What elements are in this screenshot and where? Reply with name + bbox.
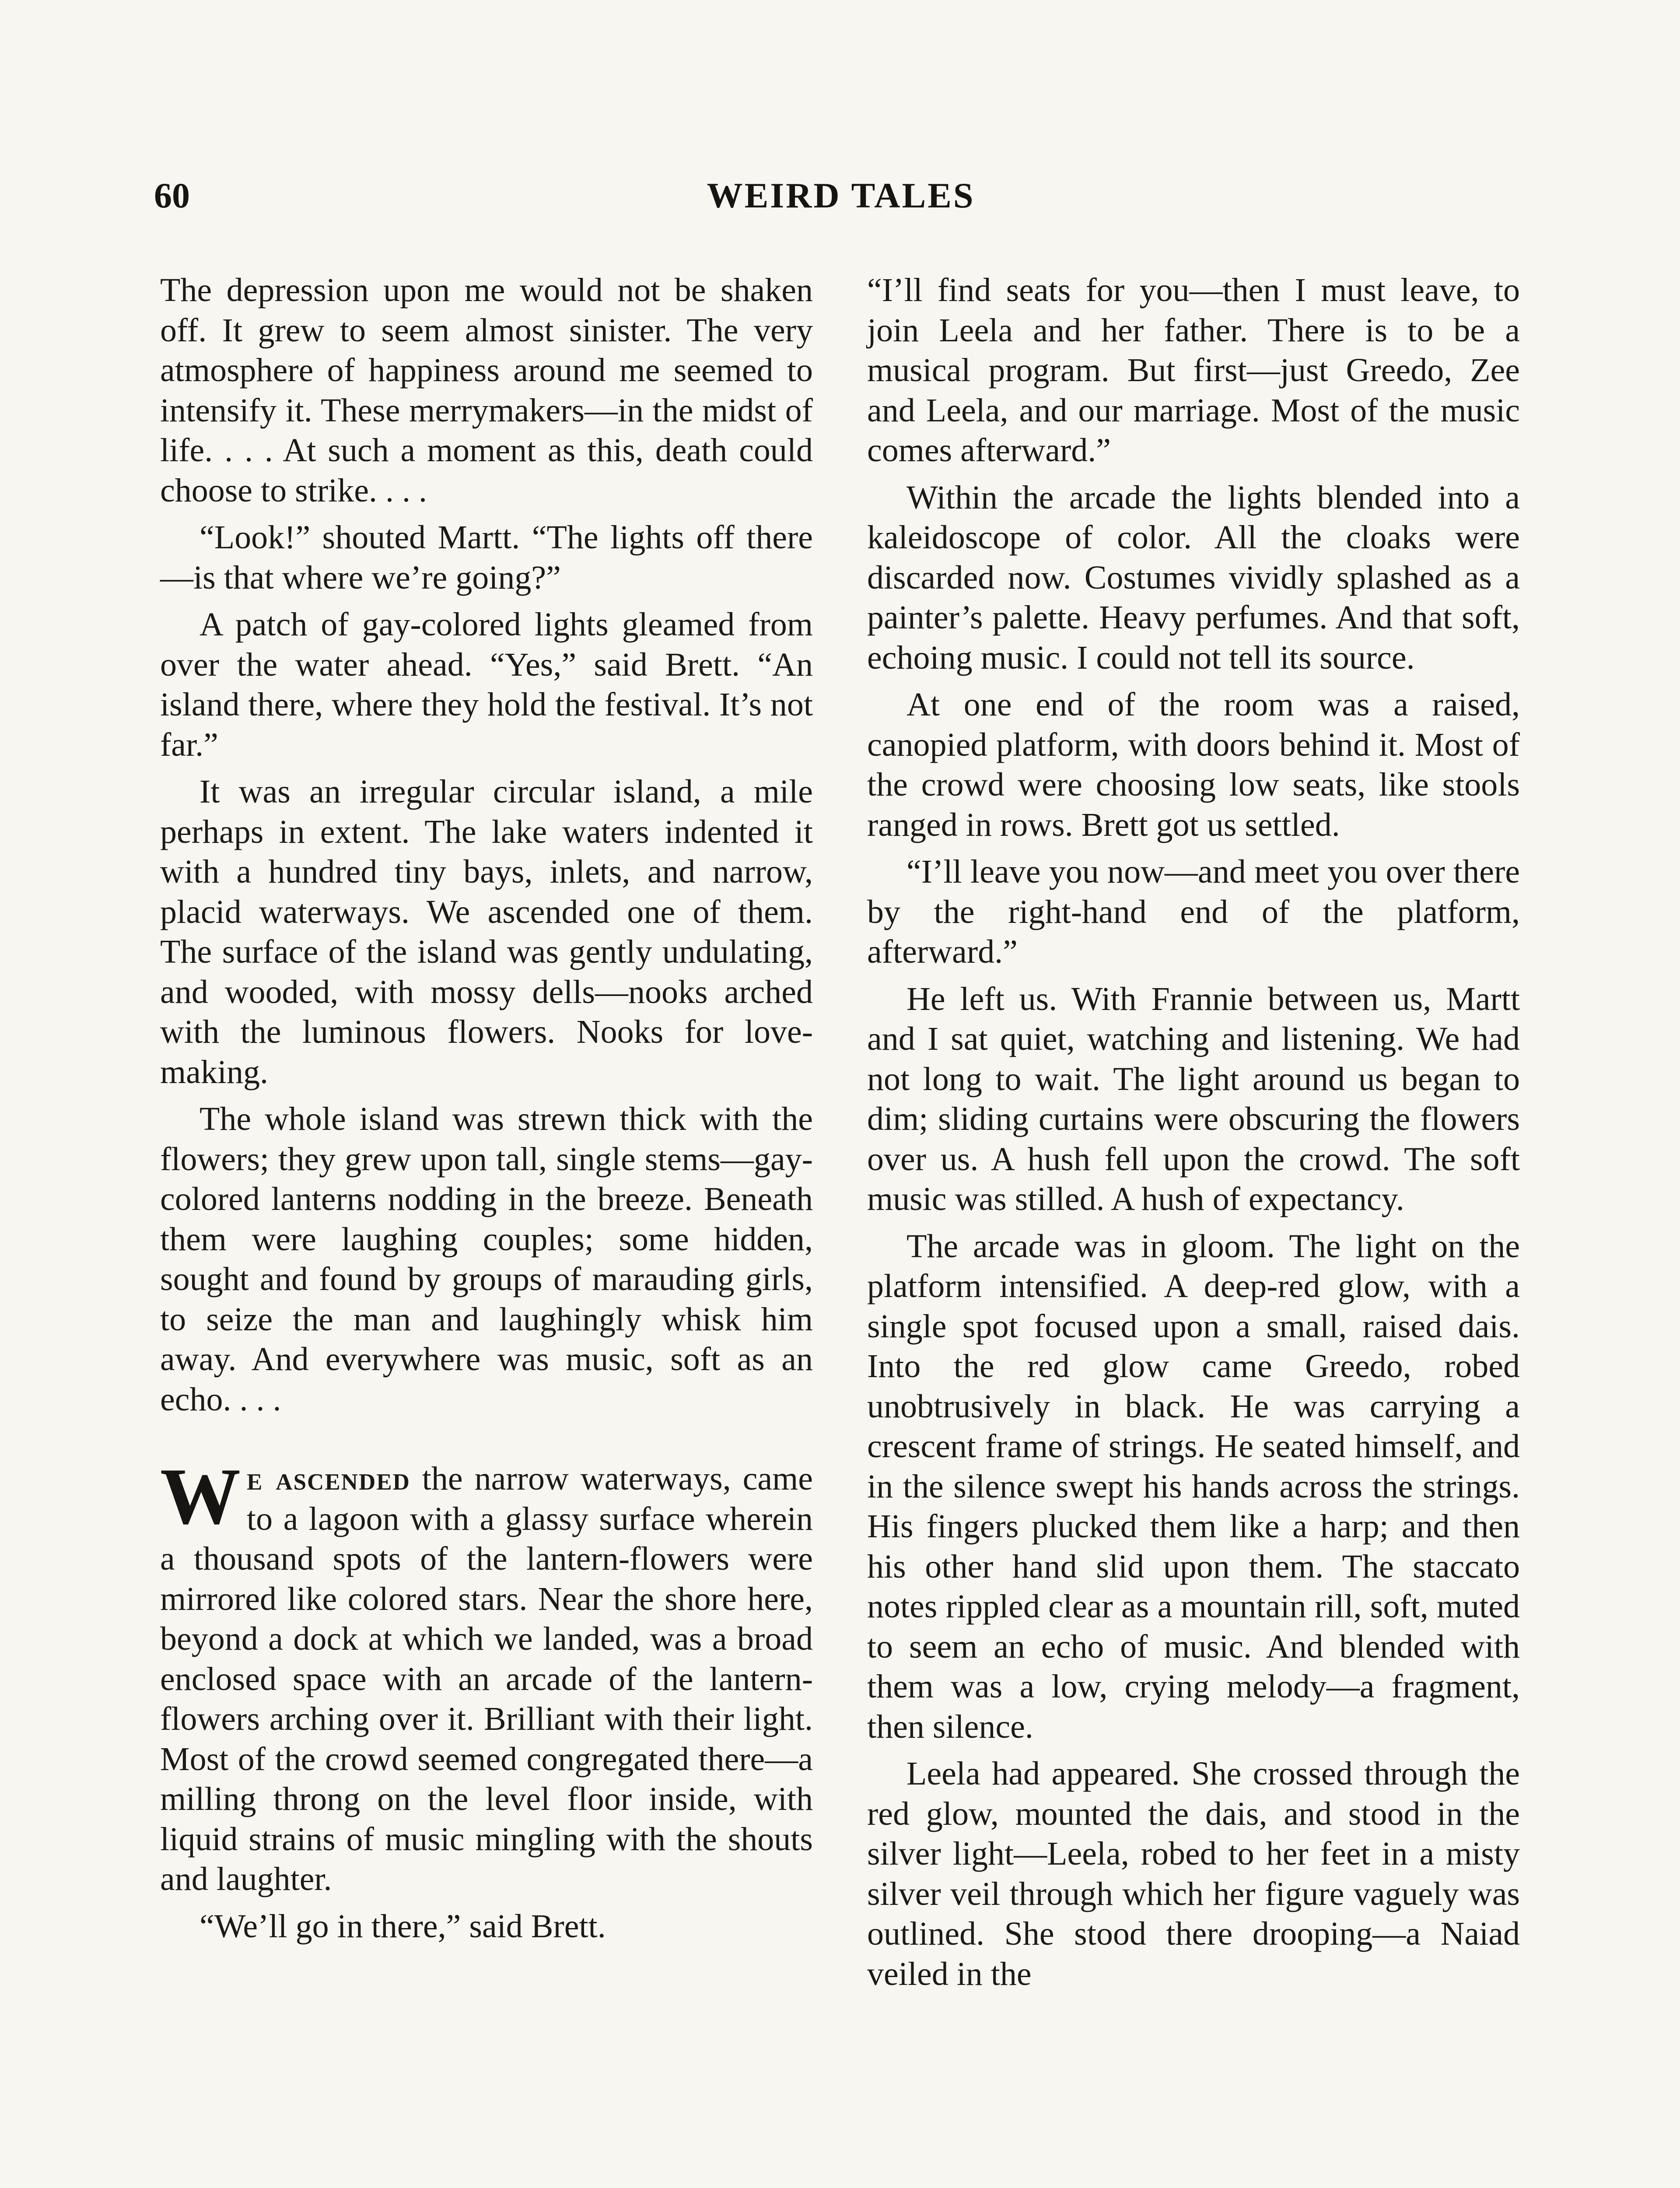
running-title: WEIRD TALES <box>707 175 975 215</box>
paragraph: Within the arcade the lights blended into a kaleidoscope of color. All the cloaks were discarded now. Costumes vividly splashed as a painter’s palette. Heavy perfumes. And that soft, echoing music. I could not tell its source. <box>867 479 1520 676</box>
paragraph: He left us. With Frannie between us, Martt and I sat quiet, watching and listening. We had not long to wait. The light around us began to dim; sliding curtains were obscuring the flowers over us. A hush fell upon the crowd. The soft music was stilled. A hush of expectancy. <box>867 980 1520 1217</box>
paragraph: A patch of gay-colored lights gleamed from over the water ahead. “Yes,” said Brett. “An island there, where they hold the festival. It’s not far.” <box>160 606 813 763</box>
paragraph: It was an irregular circular island, a mile perhaps in extent. The lake waters indented it with a hundred tiny bays, inlets, and narrow, placid waterways. We ascended one of them. The surface of the island was gently undulating, and wooded, with mossy dells—nooks arched with the luminous flowers. Nooks for lovemaking. <box>160 773 813 1090</box>
paragraph: At one end of the room was a raised, canopied platform, with doors behind it. Most of the crowd were choosing low seats, like stools ranged in rows. Brett got us settled. <box>867 686 1520 843</box>
paragraph: The depression upon me would not be shaken off. It grew to seem almost sinister. The very atmosphere of happiness around me seemed to intensify it. These merrymakers—in the midst of life. . . . At such a moment as this, death could choose to strike. . . . <box>160 272 813 509</box>
paragraph: “I’ll leave you now—and meet you over there by the right-hand end of the platform, afterward.” <box>867 853 1520 970</box>
page-header <box>154 172 1528 220</box>
section-paragraph <box>160 1452 813 1900</box>
paragraph: “I’ll find seats for you—then I must leave, to join Leela and her father. There is to be a musical program. But first—just Greedo, Zee and Leela, and our marriage. Most of the music comes afterward.” <box>867 272 1520 469</box>
paragraph: The whole island was strewn thick with the flowers; they grew upon tall, single stems—gay-colored lanterns nodding in the breeze. Beneath them were laughing couples; some hidden, sought and found by groups of marauding girls, to seize the man and laughingly whisk him away. And everywhere was music, soft as an echo. . . . <box>160 1101 813 1418</box>
right-column <box>867 270 1520 2001</box>
small-caps-lead: e ascended <box>247 1460 410 1497</box>
drop-cap: W <box>160 1452 241 1541</box>
paragraph: “Look!” shouted Martt. “The lights off there—is that where we’re going?” <box>160 519 813 596</box>
paragraph: The arcade was in gloom. The light on the platform intensified. A deep-red glow, with a single spot focused upon a small, raised dais. Into the red glow came Greedo, robed unobtrusively in black. He was carrying a crescent frame of strings. He seated himself, and in the silence swept his hands across the strings. His fingers plucked them like a harp; and then his other hand slid upon them. The staccato notes rippled clear as a mountain rill, soft, muted to seem an echo of music. And blended with them was a low, crying melody—a fragment, then silence. <box>867 1227 1520 1745</box>
paragraph: Leela had appeared. She crossed through the red glow, mounted the dais, and stood in the silver light—Leela, robed to her feet in a misty silver veil through which her figure vaguely was outlined. She stood there drooping—a Naiad veiled in the <box>867 1755 1520 1992</box>
page-number: 60 <box>154 175 190 215</box>
paragraph-text: the narrow waterways, came to a lagoon with a glassy surface wherein a thousand spots of the lantern-flowers were mirrored like colored stars. Near the shore here, beyond a dock at which we landed, was a broad enclosed space with an arcade of the lantern-flowers arching over it. Brilliant with their light. Most of the crowd seemed congregated there—a milling throng on the level floor inside, with liquid strains of music mingling with the shouts and laughter. <box>160 1460 813 1897</box>
paragraph: “We’ll go in there,” said Brett. <box>200 1907 606 1945</box>
left-column <box>160 270 813 1953</box>
